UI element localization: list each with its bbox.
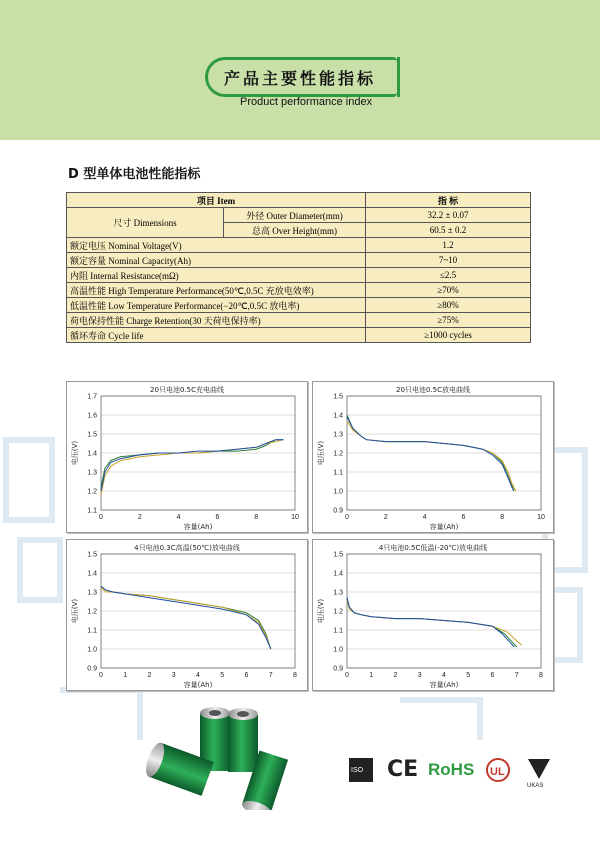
x-axis-label: 容量(Ah) [183, 523, 213, 531]
y-tick-label: 0.9 [333, 665, 343, 673]
y-tick-label: 1.3 [333, 589, 343, 597]
table-row [67, 298, 531, 313]
series-line [347, 598, 514, 647]
x-tick-label: 8 [293, 672, 297, 679]
row-value: 32.2 ± 0.07 [366, 208, 531, 223]
chart-charge-curve [67, 382, 307, 532]
header-banner [0, 0, 600, 140]
y-tick-label: 1.2 [333, 450, 343, 458]
chart-title: 4只电池0.5C低温(-20℃)放电曲线 [378, 544, 488, 552]
y-tick-label: 1.4 [333, 570, 343, 578]
svg-text:UL: UL [490, 766, 505, 778]
x-tick-label: 6 [461, 514, 466, 521]
x-tick-label: 1 [369, 672, 374, 679]
series-line [347, 598, 517, 647]
table-row [67, 283, 531, 298]
x-tick-label: 0 [99, 514, 103, 521]
chart-panel-discharge [312, 381, 554, 533]
x-tick-label: 4 [422, 514, 427, 521]
series-line [347, 417, 514, 491]
table-row [67, 208, 531, 223]
x-axis-label: 容量(Ah) [429, 523, 459, 531]
y-tick-label: 1.3 [333, 431, 343, 439]
x-tick-label: 8 [500, 514, 505, 521]
x-tick-label: 3 [417, 672, 422, 679]
iso-logo [348, 757, 378, 787]
x-tick-label: 0 [99, 672, 103, 679]
row-label: 额定电压 Nominal Voltage(V) [67, 238, 366, 253]
x-tick-label: 2 [383, 514, 388, 521]
chart-title: 4只电池0.3C高温(50℃)放电曲线 [134, 544, 240, 552]
y-tick-label: 0.9 [87, 665, 97, 673]
y-tick-label: 1.2 [87, 488, 97, 496]
table-row [67, 313, 531, 328]
chart-title: 20只电池0.5C充电曲线 [150, 386, 224, 394]
x-tick-label: 2 [147, 672, 152, 679]
y-tick-label: 1.2 [333, 608, 343, 616]
dimensions-label: 尺寸 Dimensions [67, 208, 224, 238]
x-tick-label: 4 [442, 672, 446, 679]
y-tick-label: 1.5 [87, 431, 97, 439]
row-label: 荷电保持性能 Charge Retention(30 天荷电保持率) [67, 313, 366, 328]
y-tick-label: 1.4 [87, 570, 97, 578]
y-tick-label: 1.5 [333, 393, 343, 401]
header-title-en: Product performance index [240, 96, 373, 108]
table-header-value: 指 标 [366, 193, 531, 208]
row-label: 高温性能 High Temperature Performance(50℃,0.5C 充放电效率) [67, 283, 366, 298]
chart-high-temp-curve [67, 540, 307, 690]
series-line [101, 586, 271, 649]
y-tick-label: 1.0 [333, 646, 343, 654]
svg-text:ISO: ISO [351, 767, 364, 774]
y-tick-label: 1.3 [87, 589, 97, 597]
row-label: 额定容量 Nominal Capacity(Ah) [67, 253, 366, 268]
x-tick-label: 10 [537, 514, 545, 521]
row-value: 60.5 ± 0.2 [366, 223, 531, 238]
battery-product-image [140, 700, 290, 810]
y-axis-label: 电压(V) [317, 440, 325, 466]
series-line [101, 586, 271, 649]
y-tick-label: 1.7 [87, 393, 97, 401]
x-tick-label: 3 [171, 672, 176, 679]
table-row [67, 253, 531, 268]
table-row [67, 238, 531, 253]
y-tick-label: 1.3 [87, 469, 97, 477]
row-value: ≥80% [366, 298, 531, 313]
x-tick-label: 2 [393, 672, 398, 679]
row-value: 1.2 [366, 238, 531, 253]
x-tick-label: 6 [244, 672, 249, 679]
chart-panel-high-temp [66, 539, 308, 691]
x-tick-label: 4 [176, 514, 181, 521]
x-tick-label: 0 [345, 672, 349, 679]
x-tick-label: 6 [490, 672, 495, 679]
x-tick-label: 0 [345, 514, 349, 521]
x-tick-label: 8 [539, 672, 543, 679]
x-tick-label: 7 [514, 672, 519, 679]
chart-panel-low-temp [312, 539, 554, 691]
y-tick-label: 1.5 [87, 551, 97, 559]
row-value: ≥75% [366, 313, 531, 328]
row-label: 低温性能 Low Temperature Performance(−20℃,0.5C 放电率) [67, 298, 366, 313]
row-value: ≥70% [366, 283, 531, 298]
y-tick-label: 0.9 [333, 507, 343, 515]
y-tick-label: 1.2 [87, 608, 97, 616]
chart-panel-charge [66, 381, 308, 533]
y-axis-label: 电压(V) [71, 598, 79, 624]
row-label: 外径 Outer Diameter(mm) [224, 208, 366, 223]
x-tick-label: 5 [466, 672, 471, 679]
row-label: 总高 Over Height(mm) [224, 223, 366, 238]
y-tick-label: 1.6 [87, 412, 97, 420]
y-tick-label: 1.1 [87, 627, 97, 635]
y-axis-label: 电压(V) [71, 440, 79, 466]
x-tick-label: 7 [268, 672, 273, 679]
row-label: 循环寿命 Cycle life [67, 328, 366, 343]
series-line [101, 440, 283, 491]
y-tick-label: 1.5 [333, 551, 343, 559]
chart-low-temp-curve [313, 540, 553, 690]
table-row [67, 328, 531, 343]
series-line [101, 588, 271, 649]
ce-mark: CE [387, 757, 419, 782]
spec-table [66, 192, 531, 343]
ukas-logo [524, 757, 554, 787]
table-row [67, 268, 531, 283]
rohs-mark: RoHS [428, 760, 475, 779]
table-header-row [67, 193, 531, 208]
chart-discharge-curve [313, 382, 553, 532]
row-value: ≤2.5 [366, 268, 531, 283]
x-axis-label: 容量(Ah) [429, 681, 459, 689]
series-line [347, 421, 516, 491]
x-tick-label: 4 [196, 672, 200, 679]
y-tick-label: 1.0 [87, 646, 97, 654]
x-tick-label: 8 [254, 514, 259, 521]
row-label: 内阻 Internal Resistance(mΩ) [67, 268, 366, 283]
x-tick-label: 10 [291, 514, 299, 521]
y-tick-label: 1.4 [333, 412, 343, 420]
x-tick-label: 2 [137, 514, 142, 521]
series-line [347, 600, 522, 646]
header-title-cn: 产品主要性能指标 [224, 69, 377, 88]
svg-text:UKAS: UKAS [527, 783, 544, 789]
row-value: ≥1000 cycles [366, 328, 531, 343]
y-tick-label: 1.1 [333, 469, 343, 477]
x-tick-label: 6 [215, 514, 220, 521]
x-tick-label: 5 [220, 672, 225, 679]
y-tick-label: 1.0 [333, 488, 343, 496]
y-tick-label: 1.1 [333, 627, 343, 635]
y-tick-label: 1.1 [87, 507, 97, 515]
chart-title: 20只电池0.5C放电曲线 [396, 386, 470, 394]
x-tick-label: 1 [123, 672, 128, 679]
row-value: 7~10 [366, 253, 531, 268]
ul-mark [485, 757, 515, 787]
x-axis-label: 容量(Ah) [183, 681, 213, 689]
section-title: D 型单体电池性能指标 [68, 167, 201, 182]
table-header-item: 项目 Item [67, 193, 366, 208]
y-axis-label: 电压(V) [317, 598, 325, 624]
y-tick-label: 1.4 [87, 450, 97, 458]
series-line [101, 440, 283, 495]
